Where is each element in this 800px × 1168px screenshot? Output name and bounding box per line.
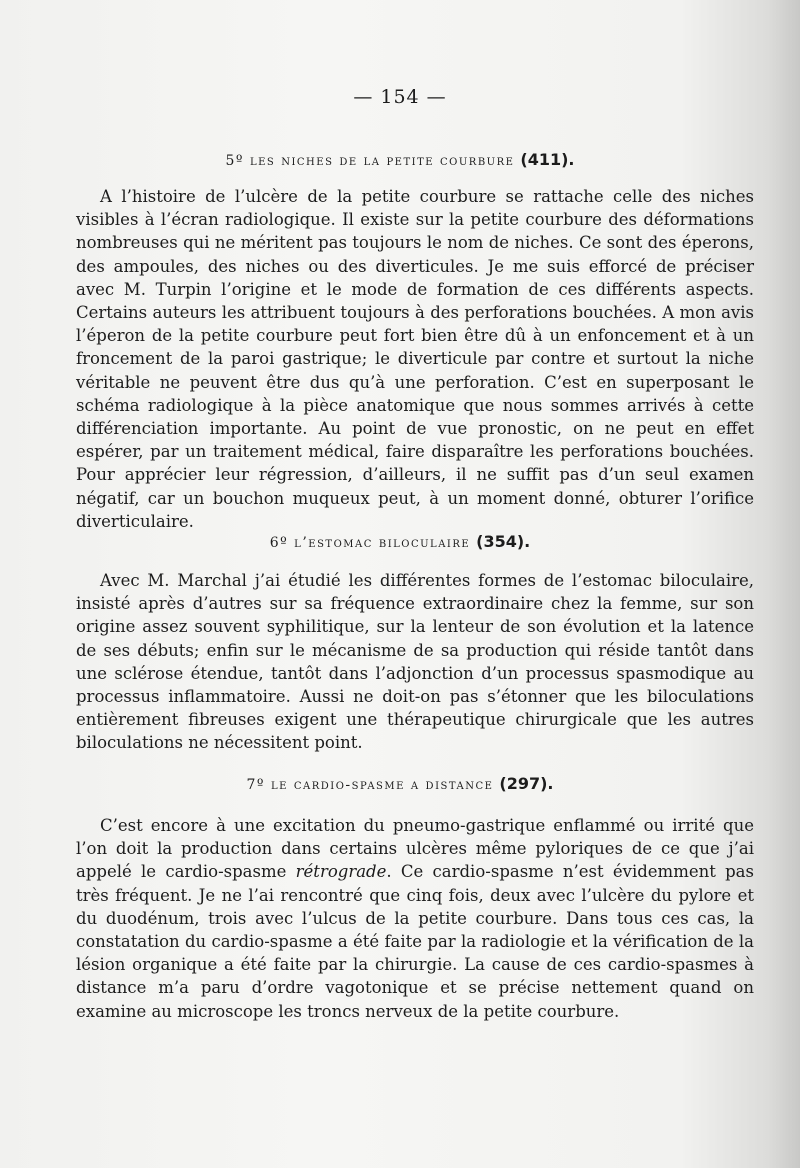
section-heading-number: 5º	[225, 153, 244, 169]
section-heading-title: le cardio-spasme a distance	[270, 777, 494, 793]
paragraph-text: A l’histoire de l’ulcère de la petite courbure se rattache celle des niches visibles à l’écran radiologique. Il existe sur la petite courbure des déformations nombreuses qui ne méritent pas toujours le nom de niches. Ce sont des éperons, des ampoules, des niches ou des diverticules. Je me suis efforcé de préciser avec M. Turpin l’origine et le mode de formation de ces différents aspects. Certains auteurs les attribuent toujours à des perforations bouchées. A mon avis l’éperon de la petite courbure peut fort bien être dû à un enfoncement et à un froncement de la paroi gastrique; le diverticule par contre et surtout la niche véritable ne peuvent être dus qu’à une perforation. C’est en superposant le schéma radiologique à la pièce anatomique que nous sommes arrivés à cette différenciation importante. Au point de vue pronostic, on ne peut en effet espérer, par un traitement médical, faire disparaître les perforations bouchées. Pour apprécier leur régression, d’ailleurs, il ne suffit pas d’un seul examen négatif, car un bouchon muqueux peut, à un moment donné, obturer l’orifice diverticulaire.	[76, 187, 754, 531]
paragraph-emphasis: rétrograde	[295, 862, 387, 882]
section-paragraph-estomac-biloculaire	[76, 569, 754, 755]
section-heading-ref: (297).	[499, 774, 554, 793]
section-paragraph-cardio-spasme	[76, 814, 754, 1023]
section-paragraph-niches	[76, 185, 754, 533]
paragraph-text-end: . Ce cardio-spasme n’est évidemment pas très fréquent. Je ne l’ai rencontré que cinq fois, deux avec l’ulcère du pylore et du duodénum, trois avec l’ulcus de la petite courbure. Dans tous ces cas, la constatation du cardio-spasme a été faite par la radiologie et la vérification de la lésion organique a été faite par la chirurgie. La cause de ces cardio-spasmes à distance m’a paru d’ordre vagotonique et se précise nettement quand on examine au microscope les troncs nerveux de la petite courbure.	[76, 862, 754, 1021]
section-heading-niches	[0, 150, 800, 169]
section-heading-estomac-biloculaire	[0, 532, 800, 551]
section-heading-title: les niches de la petite courbure	[249, 153, 515, 169]
section-heading-ref: (354).	[476, 532, 531, 551]
paragraph-text-start: C’est encore à une excitation du pneumo-gastrique enflammé ou irrité que l’on doit la production dans certains ulcères même pyloriques de ce que j’ai appelé le cardio-spasme	[76, 816, 754, 882]
page-number: — 154 —	[353, 86, 447, 108]
section-heading-title: l’estomac biloculaire	[294, 535, 471, 551]
section-heading-number: 7º	[246, 777, 266, 793]
paragraph-text: Avec M. Marchal j’ai étudié les différentes formes de l’estomac biloculaire, insisté après d’autres sur sa fréquence extraordinaire chez la femme, sur son origine assez souvent syphilitique, sur la lenteur de son évolution et la latence de ses débuts; enfin sur le mécanisme de sa production qui réside tantôt dans une sclérose étendue, tantôt dans l’adjonction d’un processus spasmodique au processus inflammatoire. Aussi ne doit-on pas s’étonner que les biloculations entièrement fibreuses exigent une thérapeutique chirurgicale que les autres biloculations ne nécessitent point.	[76, 571, 754, 753]
section-heading-ref: (411).	[520, 150, 575, 169]
section-heading-number: 6º	[269, 535, 289, 551]
section-heading-cardio-spasme	[0, 774, 800, 793]
